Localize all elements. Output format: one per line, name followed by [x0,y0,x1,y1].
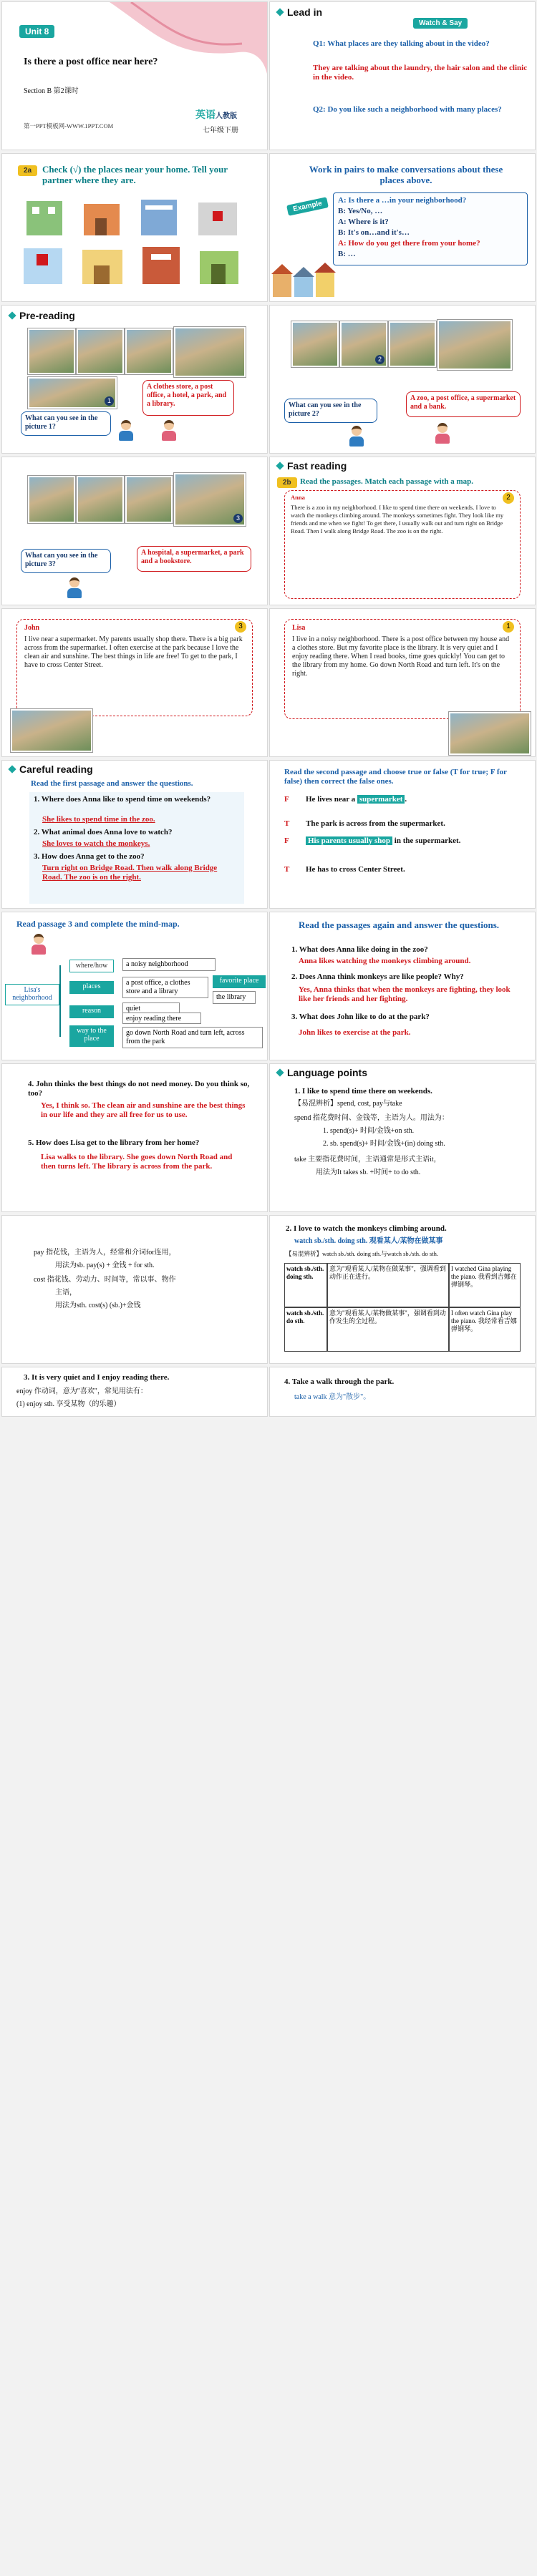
building-icon [82,250,122,284]
section-heading [277,460,347,472]
pay-definition: pay 指花钱，主语为人，经常和介词for连用， [34,1249,176,1257]
section-heading [9,310,75,321]
tf-pre: He has to cross Center Street. [306,865,405,874]
answer-bubble: A hospital, a supermarket, a park and a bookstore. [137,546,251,572]
tf-post: in the supermarket. [392,836,461,845]
slide-passage-john [1,608,268,757]
passage-card [284,619,521,719]
passage-card [16,619,253,716]
example-badge: Example [286,197,329,216]
question-2: Q2: Do you like such a neighborhood with many places? [313,105,502,114]
instruction-text: Read the passages again and answer the questions. [299,919,500,930]
slide-lead-in [269,1,536,150]
mindmap-value: quiet [122,1002,180,1014]
table-example: I often watch Gina play the piano. 我经常看吉娜弹钢琴。 [449,1307,521,1352]
passage-text: There is a zoo in my neighborhood. I like to spend time there on weekends. I love to watch the monkeys climbing around. The monkeys sometimes fight. They look like my friends and me when we fight! To get there, I usually walk out and turn right on Bridge Road. Then I walk along Bridge Road. The zoo is on the right. [291,504,504,535]
slide-questions-4-5 [1,1063,268,1212]
table-phrase: watch sb./sth. do sth. [284,1307,327,1352]
tf-highlight: His parents usually shop [306,836,392,845]
section-heading [277,6,322,18]
mindmap-node: places [69,981,114,994]
student-figure [435,423,450,444]
enjoy-definition: enjoy 作动词，意为"喜欢"，常见用法有： [16,1387,147,1395]
map-photo [174,473,246,526]
building-icon [200,251,238,284]
question-2: 2. What animal does Anna love to watch? [34,828,173,836]
spend-usage-1: 1. spend(s)+ 时间/金钱+on sth. [323,1127,415,1135]
mindmap-value: go down North Road and turn left, across from the park [122,1027,263,1048]
map-photo [389,321,436,367]
places-icons [2,197,268,297]
answer-1: She likes to spend time in the zoo. [42,815,155,824]
diamond-icon [276,1068,284,1076]
dialog-line: A: How do you get there from your home? [338,239,480,248]
heading-text: Careful reading [19,763,93,775]
student-figure [161,420,177,441]
point-sentence: 1. I like to spend time there on weekends. [294,1087,432,1096]
question-2: 2. Does Anna think monkeys are like people? Why? [291,972,464,981]
compare-label: 【易混辨析】spend, cost, pay与take [294,1100,402,1108]
building-icon [141,200,177,235]
slide-true-false [269,760,536,909]
map-photo [340,321,387,367]
qa-panel [29,792,244,904]
subject-label [195,111,237,121]
map-photo [125,476,173,523]
slide-careful-reading [1,760,268,909]
passage-text: I live near a supermarket. My parents usually shop there. There is a big park across from the supermarket. I often exercise at the park because I love the clean air and sunshine. The best things in life are free! To get to the park, I have to cross Center Street. [24,635,243,669]
point-sentence: 2. I love to watch the monkeys climbing around. [286,1224,447,1233]
page-title: Is there a post office near here? [24,57,158,67]
instruction-text: Read the second passage and choose true or false (T for true; F for false) then correct the false ones. [284,768,507,786]
diamond-icon [276,462,284,469]
slide-mind-map [1,912,268,1060]
mindmap-center: Lisa's neighborhood [5,984,59,1005]
building-icon [26,201,62,235]
student-figure [349,426,364,447]
point-sentence: 3. It is very quiet and I enjoy reading there. [24,1373,170,1382]
exercise-number: 2b [277,477,297,488]
tf-mark: F [284,795,289,804]
pay-usage: 用法为sb. pay(s) + 金钱 + for sth. [55,1262,155,1269]
building-icon [84,204,120,235]
passage-card [284,490,521,599]
cost-usage: 用法为sth. cost(s) (sb.)+金钱 [55,1302,141,1309]
slide-read-again [269,912,536,1060]
slide-language-points-2 [269,1215,536,1364]
section-label: Section B 第2课时 [24,87,79,95]
slide-take-a-walk [269,1367,536,1417]
map-photo [77,328,124,374]
tf-item [284,835,521,859]
instruction-text: Read the passages. Match each passage with a map. [300,477,473,486]
building-icon [24,248,62,284]
tf-statement [306,819,445,829]
question-3: 3. What does John like to do at the park? [291,1013,430,1021]
table-example: I watched Gina playing the piano. 我看到吉娜在弹钢琴。 [449,1263,521,1307]
spend-definition: spend 指花费时间、金钱等，主语为人。用法为： [294,1114,449,1122]
slide-check-places [1,153,268,302]
tf-item [284,794,521,808]
tf-statement [306,795,407,804]
exercise-number: 2a [18,165,37,176]
slide-passage-lisa [269,608,536,757]
slide-pre-reading-2 [269,305,536,454]
heading-text: Fast reading [287,460,347,472]
question-5: 5. How does Lisa get to the library from her home? [28,1138,200,1147]
point-sub: take a walk 意为"散步"。 [294,1393,371,1401]
mindmap-node: favorite place [213,975,266,988]
edition-text: 人教版 [216,112,237,120]
unit-badge: Unit 8 [19,25,54,38]
grade-label: 七年级下册 [203,127,238,135]
mindmap-value: enjoy reading there [122,1013,201,1024]
slide-enjoy [1,1367,268,1417]
mindmap-value: a post office, a clothes store and a library [122,977,208,998]
building-icon [142,247,180,284]
question-1: 1. What does Anna like doing in the zoo? [291,945,428,954]
instruction-text: Check (√) the places near your home. Tell your partner where they are. [42,164,228,185]
slide-pre-reading-3 [1,457,268,605]
tf-highlight: supermarket [357,795,405,804]
slide-fast-reading [269,457,536,605]
question-bubble: What can you see in the picture 3? [21,549,111,573]
tf-item [284,864,521,878]
dialog-box [333,192,528,265]
cost-definition-cont: 主语， [55,1289,77,1297]
answer-4: Yes, I think so. The clean air and sunshine are the best things in our life and they are all free for us to use. [41,1101,246,1119]
answer-1: They are talking about the laundry, the hair salon and the clinic in the video. [313,64,528,82]
answer-bubble: A clothes store, a post office, a hotel, a park, and a library. [142,380,234,416]
mindmap-connector [59,965,61,1037]
building-icon [198,203,237,235]
tf-item [284,818,521,832]
heading-text: Lead in [287,6,323,18]
map-photo [125,328,173,374]
tf-mark: T [284,819,290,828]
map-number: 3 [233,514,243,523]
table-meaning: 意为"观看某人/某物在做某事"，强调看到动作正在进行。 [327,1263,449,1307]
tf-post: . [405,795,407,804]
instruction-text: Read the first passage and answer the questions. [31,779,193,788]
table-meaning: 意为"观看某人/某物做某事"，强调看到动作发生的全过程。 [327,1307,449,1352]
question-4: 4. John thinks the best things do not need money. Do you think so, too? [28,1080,250,1098]
houses-illustration [270,261,536,302]
map-number: 3 [235,621,246,633]
map-photo-highlighted [28,377,117,409]
section-heading [277,1067,367,1078]
tf-statement [306,836,513,846]
answer-3: Turn right on Bridge Road. Then walk along Bridge Road. The zoo is on the right. [42,864,218,882]
question-1: Q1: What places are they talking about in the video? [313,39,490,48]
diamond-icon [8,765,16,773]
map-photo [77,476,124,523]
passage-author: John [24,624,40,632]
tf-pre: He lives near a [306,795,357,804]
passage-author: Lisa [292,624,306,632]
table-phrase: watch sb./sth. doing sth. [284,1263,327,1307]
map-number: 1 [503,621,514,633]
map-photo [174,327,246,377]
answer-2: She loves to watch the monkeys. [42,839,150,848]
spend-usage-2: 2. sb. spend(s)+ 时间/金钱+(in) doing sth. [323,1140,445,1148]
dialog-line: B: It's on…and it's… [338,228,410,237]
slide-pair-work [269,153,536,302]
mindmap-value: the library [213,991,256,1004]
watch-say-badge: Watch & Say [413,18,468,29]
take-definition: take 主要指花费时间，主语通常是形式主语it， [294,1156,441,1163]
answer-2: Yes, Anna thinks that when the monkeys are fighting, they look like her friends and her fighting. [299,985,511,1003]
dialog-line: B: … [338,250,356,258]
dialog-line: B: Yes/No, … [338,207,383,215]
question-bubble: What can you see in the picture 1? [21,411,111,436]
mindmap-node: way to the place [69,1025,114,1047]
dialog-line: A: Where is it? [338,218,389,226]
answer-3: John likes to exercise at the park. [299,1028,411,1037]
map-photo [291,321,339,367]
heading-text: Language points [287,1067,367,1078]
answer-bubble: A zoo, a post office, a supermarket and a bank. [406,391,521,417]
slide-pre-reading-1 [1,305,268,454]
point-sentence: 4. Take a walk through the park. [284,1377,395,1386]
map-number: 2 [503,492,514,504]
tf-statement [306,865,405,874]
dialog-line: A: Is there a …in your neighborhood? [338,196,467,205]
diamond-icon [8,311,16,319]
instruction-text: Read passage 3 and complete the mind-map. [16,919,180,929]
slide-language-points-1 [269,1063,536,1212]
map-number: 2 [375,355,384,364]
student-figure [67,577,82,599]
map-number: 1 [105,396,114,406]
slide-title [1,1,268,150]
passage-text: I live in a noisy neighborhood. There is a post office between my house and a clothes store. But my favorite place is the library. It is very quiet and I enjoy reading there. When I read books, time goes quickly! You can get to the library from my home. Go down North Road and turn left. It's on the right. [292,635,510,678]
question-1: 1. Where does Anna like to spend time on weekends? [34,795,211,804]
question-3: 3. How does Anna get to the zoo? [34,852,145,861]
map-photo [11,709,92,752]
student-figure [31,934,47,955]
take-usage: 用法为It takes sb. +时间+ to do sth. [316,1169,421,1176]
mindmap-node: reason [69,1005,114,1018]
cost-definition: cost 指花钱、劳动力、时间等，常以事、物作 [34,1276,176,1284]
mindmap-node: where/how [69,960,114,972]
tf-pre: The park is across from the supermarket. [306,819,445,828]
slide-pay-cost [1,1215,268,1364]
instruction-text: Work in pairs to make conversations about these places above. [309,164,503,185]
subject-text: 英语 [195,110,216,121]
website-label: 第一PPT模板网-WWW.1PPT.COM [24,122,114,130]
question-bubble: What can you see in the picture 2? [284,399,377,423]
section-heading [9,763,93,775]
point-sub: watch sb./sth. doing sth. 观看某人/某物在做某事 [294,1237,443,1245]
tf-mark: F [284,836,289,845]
answer-5: Lisa walks to the library. She goes down North Road and then turns left. The library is across from the park. [41,1153,233,1171]
map-photo [28,476,75,523]
passage-author: Anna [291,494,305,501]
map-photo [28,328,75,374]
mindmap-value: a noisy neighborhood [122,958,216,971]
compare-label: 【易混辨析】watch sb./sth. doing sth.与watch sb./sth. do sth. [286,1250,438,1257]
map-photo [437,320,512,370]
enjoy-usage-1: (1) enjoy sth. 享受某物（的乐趣） [16,1400,121,1408]
tf-mark: T [284,865,290,874]
answer-1: Anna likes watching the monkeys climbing around. [299,957,471,965]
map-photo [449,712,531,755]
heading-text: Pre-reading [19,310,75,321]
diamond-icon [276,8,284,16]
student-figure [118,420,134,441]
